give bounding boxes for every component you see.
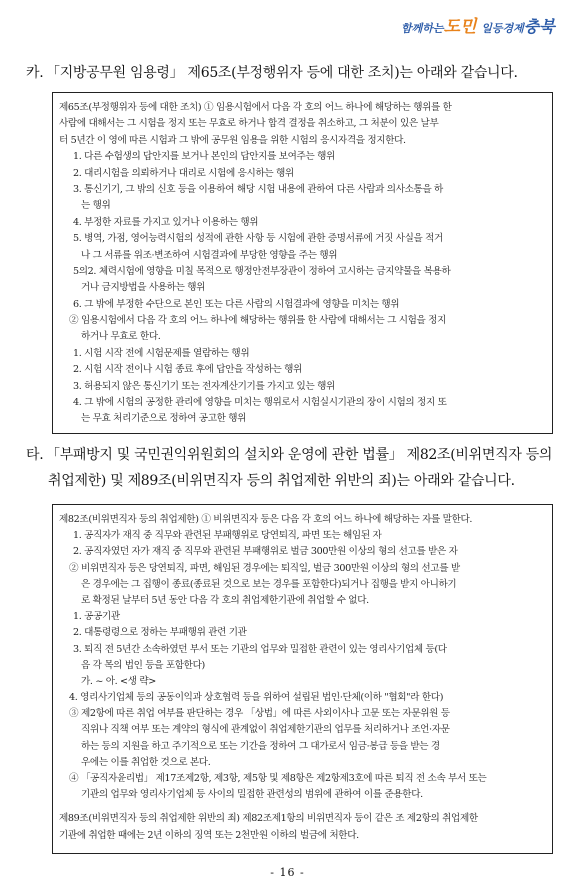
- box2-line: ④ 「공직자윤리법」 제17조제2항, 제3항, 제5항 및 제8항은 제2항제3호에 따른 퇴직 전 소속 부서 또는: [69, 773, 487, 784]
- box2-spacer: [59, 803, 546, 811]
- box1-line: ② 임용시험에서 다음 각 호의 어느 하나에 해당하는 행위를 한 사람에 대해서는 그 시험을 정지: [69, 315, 446, 327]
- box2-line: 로 확정된 날부터 5년 동안 다음 각 호의 취업제한기관에 취업할 수 없다.: [81, 594, 369, 606]
- logo-part: 함께하는: [401, 22, 444, 35]
- box2-line: 기관의 업무와 영리사기업체 등 사이의 밀접한 관련성의 범위에 관하여 이를 준용한다.: [81, 789, 423, 801]
- box1-line: 거나 금지방법을 사용하는 행위: [81, 282, 206, 294]
- box2-line: 가. ~ 아. <생 략>: [81, 675, 156, 687]
- box2-line: 기관에 취업한 때에는 2년 이하의 징역 또는 2천만원 이하의 벌금에 처한다.: [59, 829, 359, 841]
- box2-line: 4. 영리사기업체 등의 공동이익과 상호협력 등을 위하여 설립된 법인·단체(이하 "협회"라 한다): [69, 692, 444, 704]
- page-number: - 16 -: [270, 866, 305, 879]
- law-excerpt-box-2: [52, 504, 553, 854]
- box2-line: 1. 공직자가 재직 중 직무와 관련된 부패행위로 당연퇴직, 파면 또는 해임된 자: [73, 530, 382, 542]
- box1-line: 3. 통신기기, 그 밖의 신호 등을 이용하여 해당 시험 내용에 관하여 다른 사람과 의사소통을 하: [73, 183, 443, 195]
- box2-line: 3. 퇴직 전 5년간 소속하였던 부서 또는 기관의 업무와 밀접한 관련이 있는 영리사기업체 등(다: [73, 643, 447, 655]
- box1-line: 터 5년간 이 영에 따른 시험과 그 밖에 공무원 임용을 위한 시험의 응시자격을 정지한다.: [59, 134, 406, 146]
- section-ka-lead: 카.: [26, 65, 44, 81]
- box1-line: 1. 다른 수험생의 답안지를 보거나 본인의 답안지를 보여주는 행위: [73, 151, 335, 163]
- box2-line: 2. 공직자였던 자가 재직 중 직무와 관련된 부패행위로 벌금 300만원 이상의 형의 선고를 받은 자: [73, 546, 458, 558]
- box1-line: 4. 부정한 자료를 가지고 있거나 이용하는 행위: [73, 216, 259, 228]
- box2-line: 제89조(비위면직자 등의 취업제한 위반의 죄) 제82조제1항의 비위면직자 등이 같은 조 제2항의 취업제한: [59, 813, 478, 825]
- box1-line: 2. 시험 시작 전이나 시험 종료 후에 답안을 작성하는 행위: [73, 364, 302, 376]
- box1-line: 하거나 무효로 한다.: [81, 331, 161, 343]
- section-ta-heading: [26, 442, 554, 494]
- box1-line: 5. 병역, 가점, 영어능력시험의 성적에 관한 사항 등 시험에 관한 증명서류에 거짓 사실을 적거: [73, 233, 443, 245]
- box2-line: 은 경우에는 그 집행이 종료(종료된 것으로 보는 경우를 포함한다)되거나 집행을 받지 아니하기: [81, 578, 457, 590]
- box1-line: 1. 시험 시작 전에 시험문제를 열람하는 행위: [73, 347, 250, 359]
- box2-line: 2. 대통령령으로 정하는 부패행위 관련 기관: [73, 627, 247, 639]
- logo: [401, 12, 555, 42]
- box2-line: 음 각 목의 법인 등을 포함한다): [81, 659, 205, 671]
- law-excerpt-box-1: [52, 92, 553, 434]
- box2-line: 1. 공공기관: [73, 611, 120, 623]
- logo-part: 도민: [443, 17, 477, 37]
- box1-line: 3. 허용되지 않은 통신기기 또는 전자계산기기를 가지고 있는 행위: [73, 380, 335, 392]
- box2-line: ③ 제2항에 따른 취업 여부를 판단하는 경우 「상법」에 따른 사외이사나 고문 또는 자문위원 등: [69, 708, 450, 720]
- box1-line: 제65조(부정행위자 등에 대한 조치) ① 임용시험에서 다음 각 호의 어느 하나에 해당하는 행위를 한: [59, 102, 452, 113]
- section-ka-heading: [26, 60, 518, 86]
- box1-line: 6. 그 밖에 부정한 수단으로 본인 또는 다른 사람의 시험결과에 영향을 미치는 행위: [73, 298, 400, 310]
- box2-line: 제82조(비위면직자 등의 취업제한) ① 비위면직자 등은 다음 각 호의 어느 하나에 해당하는 자를 말한다.: [59, 514, 473, 525]
- box2-line: 하는 등의 지원을 하고 주기적으로 또는 기간을 정하여 그 대가로서 임금·봉급 등을 받는 경: [81, 740, 440, 752]
- box1-line: 나 그 서류를 위조·변조하여 시험결과에 부당한 영향을 주는 행위: [81, 249, 338, 261]
- section-ka-text: 「지방공무원 임용령」 제65조(부정행위자 등에 대한 조치)는 아래와 같습니다.: [46, 65, 518, 81]
- box2-line: ② 비위면직자 등은 당연퇴직, 파면, 해임된 경우에는 퇴직일, 벌금 300만원 이상의 형의 선고를 받: [69, 562, 460, 574]
- box1-line: 4. 그 밖에 시험의 공정한 관리에 영향을 미치는 행위로서 시험실시기관의 장이 시험의 정지 또: [73, 397, 447, 409]
- section-ta-lead: 타.: [26, 447, 44, 463]
- box1-line: 사람에 대해서는 그 시험을 정지 또는 무효로 하거나 합격 결정을 취소하고, 그 처분이 있은 날부: [59, 118, 439, 130]
- section-ta-line2: 취업제한) 및 제89조(비위면직자 등의 취업제한 위반의 죄)는 아래와 같습니다.: [48, 473, 515, 489]
- logo-text: [401, 17, 555, 37]
- box1-line: 는 행위: [81, 200, 111, 212]
- box2-line: 직위나 직책 여부 또는 계약의 형식에 관계없이 취업제한기관의 업무를 처리하거나 조언·자문: [81, 724, 450, 736]
- box1-line: 는 무효 처리기준으로 정하여 공고한 행위: [81, 413, 247, 425]
- box2-line: 우에는 이를 취업한 것으로 본다.: [81, 756, 211, 768]
- section-ta-line1: 「부패방지 및 국민권익위원회의 설치와 운영에 관한 법률」 제82조(비위면직자 등의: [46, 447, 553, 463]
- logo-part: 일등경제: [481, 22, 524, 35]
- box1-line: 5의2. 체력시험에 영향을 미칠 목적으로 행정안전부장관이 정하여 고시하는 금지약물을 복용하: [73, 265, 451, 277]
- logo-part: 충북: [523, 17, 555, 36]
- box1-line: 2. 대리시험을 의뢰하거나 대리로 시험에 응시하는 행위: [73, 167, 294, 179]
